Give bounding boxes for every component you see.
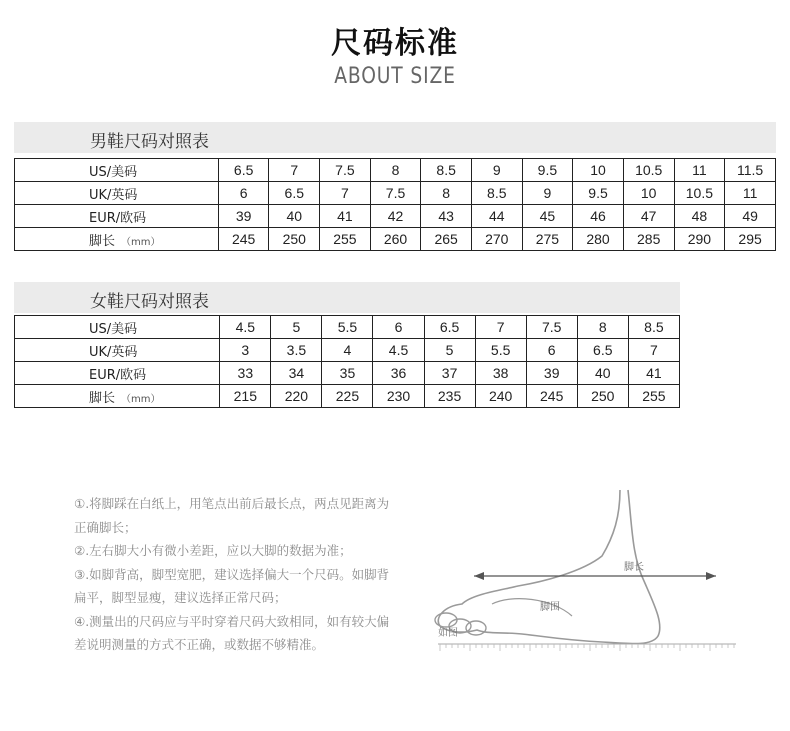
size-cell: 290 bbox=[674, 228, 725, 251]
tip-line: ③.如脚背高，脚型宽肥，建议选择偏大一个尺码。如脚背 bbox=[74, 566, 390, 582]
row-label bbox=[15, 159, 219, 182]
women-section-title: 女鞋尺码对照表 bbox=[90, 292, 209, 312]
size-cell: 7.5 bbox=[320, 159, 371, 182]
row-label bbox=[15, 362, 220, 385]
measure-tips bbox=[74, 492, 419, 657]
size-cell: 6 bbox=[218, 182, 269, 205]
arrow-head-left bbox=[474, 572, 484, 580]
size-cell: 8.5 bbox=[471, 182, 522, 205]
size-cell: 240 bbox=[475, 385, 526, 408]
ruler-ticks bbox=[440, 644, 734, 651]
size-cell: 8.5 bbox=[628, 316, 679, 339]
size-cell: 245 bbox=[218, 228, 269, 251]
size-cell: 7.5 bbox=[526, 316, 577, 339]
size-cell: 6 bbox=[526, 339, 577, 362]
size-cell: 6.5 bbox=[269, 182, 320, 205]
size-cell: 255 bbox=[628, 385, 679, 408]
length-label: 脚长 bbox=[624, 562, 644, 573]
size-cell: 43 bbox=[421, 205, 472, 228]
tip-line: 差说明测量的方式不正确，或数据不够精准。 bbox=[74, 637, 325, 652]
row-unit: （mm） bbox=[121, 236, 161, 248]
size-cell: 8 bbox=[421, 182, 472, 205]
size-cell: 6.5 bbox=[577, 339, 628, 362]
size-cell: 36 bbox=[373, 362, 424, 385]
women-size-table bbox=[14, 315, 680, 408]
size-cell: 9 bbox=[471, 159, 522, 182]
size-row bbox=[15, 159, 776, 182]
size-cell: 220 bbox=[271, 385, 322, 408]
size-cell: 42 bbox=[370, 205, 421, 228]
size-row bbox=[15, 316, 680, 339]
size-cell: 250 bbox=[577, 385, 628, 408]
size-cell: 6.5 bbox=[424, 316, 475, 339]
size-row bbox=[15, 385, 680, 408]
size-cell: 47 bbox=[623, 205, 674, 228]
size-cell: 40 bbox=[269, 205, 320, 228]
row-label-text: EUR/欧码 bbox=[89, 367, 147, 383]
size-cell: 3 bbox=[220, 339, 271, 362]
size-cell: 250 bbox=[269, 228, 320, 251]
size-cell: 35 bbox=[322, 362, 373, 385]
size-cell: 225 bbox=[322, 385, 373, 408]
size-cell: 280 bbox=[573, 228, 624, 251]
row-label-text: US/美码 bbox=[89, 321, 138, 337]
row-label bbox=[15, 205, 219, 228]
size-cell: 10.5 bbox=[623, 159, 674, 182]
size-cell: 5.5 bbox=[475, 339, 526, 362]
tip-line: 正确脚长； bbox=[74, 519, 137, 535]
row-label-text: UK/英码 bbox=[89, 187, 138, 203]
size-cell: 10 bbox=[623, 182, 674, 205]
size-cell: 11 bbox=[725, 182, 776, 205]
size-cell: 215 bbox=[220, 385, 271, 408]
size-row bbox=[15, 228, 776, 251]
size-cell: 7.5 bbox=[370, 182, 421, 205]
size-cell: 4.5 bbox=[220, 316, 271, 339]
size-row bbox=[15, 362, 680, 385]
size-cell: 39 bbox=[218, 205, 269, 228]
size-cell: 41 bbox=[628, 362, 679, 385]
men-size-table bbox=[14, 158, 776, 251]
row-label bbox=[15, 316, 220, 339]
toe-shape bbox=[466, 621, 486, 635]
size-cell: 7 bbox=[475, 316, 526, 339]
size-cell: 6.5 bbox=[218, 159, 269, 182]
size-cell: 40 bbox=[577, 362, 628, 385]
page-subtitle: ABOUT SIZE bbox=[334, 64, 456, 89]
size-cell: 3.5 bbox=[271, 339, 322, 362]
row-label bbox=[15, 182, 219, 205]
size-cell: 34 bbox=[271, 362, 322, 385]
size-cell: 265 bbox=[421, 228, 472, 251]
size-cell: 4 bbox=[322, 339, 373, 362]
size-cell: 7 bbox=[628, 339, 679, 362]
size-cell: 9 bbox=[522, 182, 573, 205]
size-row bbox=[15, 205, 776, 228]
page-title: 尺码标准 bbox=[331, 26, 459, 61]
size-cell: 33 bbox=[220, 362, 271, 385]
size-cell: 9.5 bbox=[573, 182, 624, 205]
instep-curve bbox=[492, 599, 572, 616]
size-cell: 8 bbox=[577, 316, 628, 339]
size-cell: 235 bbox=[424, 385, 475, 408]
size-cell: 5.5 bbox=[322, 316, 373, 339]
instep-label: 脚围 bbox=[540, 602, 560, 613]
row-label bbox=[15, 339, 220, 362]
size-cell: 260 bbox=[370, 228, 421, 251]
size-cell: 11 bbox=[674, 159, 725, 182]
size-cell: 39 bbox=[526, 362, 577, 385]
size-cell: 45 bbox=[522, 205, 573, 228]
size-cell: 8 bbox=[370, 159, 421, 182]
size-cell: 6 bbox=[373, 316, 424, 339]
size-row bbox=[15, 339, 680, 362]
size-cell: 7 bbox=[320, 182, 371, 205]
tip-line: ④.测量出的尺码应与平时穿着尺码大致相同，如有较大偏 bbox=[74, 613, 390, 629]
size-cell: 270 bbox=[471, 228, 522, 251]
size-cell: 245 bbox=[526, 385, 577, 408]
size-cell: 8.5 bbox=[421, 159, 472, 182]
men-section-title: 男鞋尺码对照表 bbox=[90, 132, 209, 152]
size-cell: 285 bbox=[623, 228, 674, 251]
row-label bbox=[15, 228, 219, 251]
example-label: 如图 bbox=[438, 628, 458, 639]
size-cell: 48 bbox=[674, 205, 725, 228]
row-label-text: 脚长 bbox=[89, 233, 116, 249]
size-cell: 10 bbox=[573, 159, 624, 182]
size-cell: 38 bbox=[475, 362, 526, 385]
size-cell: 37 bbox=[424, 362, 475, 385]
row-label-text: EUR/欧码 bbox=[89, 210, 147, 226]
foot-measure-diagram bbox=[432, 486, 742, 656]
size-cell: 275 bbox=[522, 228, 573, 251]
size-cell: 46 bbox=[573, 205, 624, 228]
size-cell: 44 bbox=[471, 205, 522, 228]
row-unit: （mm） bbox=[121, 393, 161, 405]
tip-line: ①.将脚踩在白纸上，用笔点出前后最长点，两点见距离为 bbox=[74, 496, 390, 511]
tip-line: ②.左右脚大小有微小差距，应以大脚的数据为准； bbox=[74, 543, 352, 558]
size-cell: 7 bbox=[269, 159, 320, 182]
size-cell: 4.5 bbox=[373, 339, 424, 362]
size-cell: 10.5 bbox=[674, 182, 725, 205]
size-cell: 41 bbox=[320, 205, 371, 228]
row-label-text: UK/英码 bbox=[89, 344, 138, 360]
tip-line: 扁平，脚型显瘦，建议选择正常尺码； bbox=[74, 590, 287, 605]
size-cell: 49 bbox=[725, 205, 776, 228]
row-label-text: 脚长 bbox=[89, 390, 116, 406]
size-cell: 11.5 bbox=[725, 159, 776, 182]
men-section-header bbox=[14, 122, 776, 153]
size-cell: 5 bbox=[271, 316, 322, 339]
arrow-head-right bbox=[706, 572, 716, 580]
women-section-header bbox=[14, 282, 680, 313]
row-label-text: US/美码 bbox=[89, 164, 138, 180]
size-cell: 230 bbox=[373, 385, 424, 408]
size-cell: 255 bbox=[320, 228, 371, 251]
size-row bbox=[15, 182, 776, 205]
size-cell: 9.5 bbox=[522, 159, 573, 182]
size-cell: 5 bbox=[424, 339, 475, 362]
row-label bbox=[15, 385, 220, 408]
size-cell: 295 bbox=[725, 228, 776, 251]
